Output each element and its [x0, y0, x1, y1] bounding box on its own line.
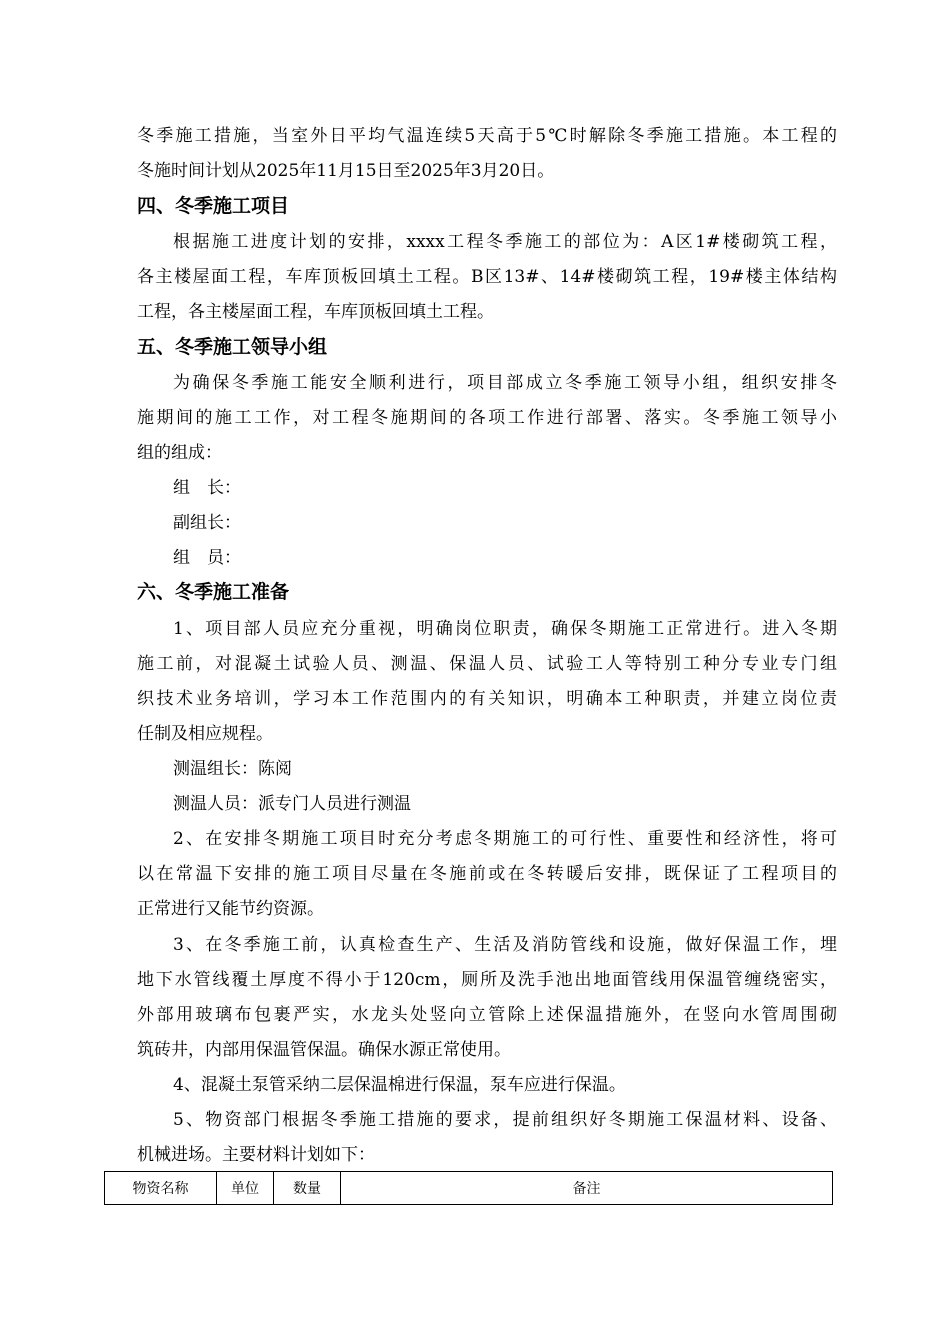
- member-line: 组 员：: [173, 548, 241, 568]
- paragraph-line: 外部用玻璃布包裹严实，水龙头处竖向立管除上述保温措施外，在竖向水管周围砌: [137, 1005, 837, 1025]
- paragraph-line: 任制及相应规程。: [137, 724, 273, 744]
- paragraph-line: 冬季施工措施，当室外日平均气温连续5天高于5℃时解除冬季施工措施。本工程的: [137, 126, 837, 146]
- paragraph-line: 机械进场。主要材料计划如下：: [137, 1145, 375, 1165]
- paragraph-line: 工程，各主楼屋面工程，车库顶板回填土工程。: [137, 302, 494, 322]
- leader-line: 组 长：: [173, 478, 241, 498]
- section-heading-5: 五、冬季施工领导小组: [137, 336, 328, 358]
- paragraph-line: 施期间的施工工作，对工程冬施期间的各项工作进行部署、落实。冬季施工领导小: [137, 408, 837, 428]
- paragraph-line: 筑砖井，内部用保温管保温。确保水源正常使用。: [137, 1040, 511, 1060]
- materials-table: [104, 1171, 833, 1205]
- temp-leader-line: 测温组长：陈阅: [173, 759, 292, 779]
- paragraph-line: 根据施工进度计划的安排，xxxx工程冬季施工的部位为：A区1#楼砌筑工程，: [173, 232, 837, 252]
- paragraph-line: 施工前，对混凝土试验人员、测温、保温人员、试验工人等特别工种分专业专门组: [137, 654, 837, 674]
- section-heading-4: 四、冬季施工项目: [137, 195, 290, 217]
- table-header-cell: 单位: [217, 1172, 274, 1205]
- paragraph-line: 各主楼屋面工程，车库顶板回填土工程。B区13#、14#楼砌筑工程，19#楼主体结构: [137, 267, 837, 287]
- table-header-cell: 数量: [274, 1172, 341, 1205]
- table-header-cell: 物资名称: [105, 1172, 217, 1205]
- table-header-cell: 备注: [341, 1172, 833, 1205]
- paragraph-line: 4、混凝土泵管采纳二层保温棉进行保温，泵车应进行保温。: [173, 1075, 626, 1095]
- temp-staff-line: 测温人员：派专门人员进行测温: [173, 794, 411, 814]
- table-header-row: [105, 1172, 833, 1205]
- vice-leader-line: 副组长：: [173, 513, 241, 533]
- paragraph-line: 组的组成：: [137, 443, 222, 463]
- paragraph-line: 以在常温下安排的施工项目尽量在冬施前或在冬转暖后安排，既保证了工程项目的: [137, 864, 837, 884]
- paragraph-line: 3、在冬季施工前，认真检查生产、生活及消防管线和设施，做好保温工作，埋: [173, 935, 837, 955]
- paragraph-line: 1、项目部人员应充分重视，明确岗位职责，确保冬期施工正常进行。进入冬期: [173, 619, 837, 639]
- paragraph-line: 冬施时间计划从2025年11月15日至2025年3月20日。: [137, 161, 555, 181]
- paragraph-line: 2、在安排冬期施工项目时充分考虑冬期施工的可行性、重要性和经济性，将可: [173, 829, 837, 849]
- paragraph-line: 正常进行又能节约资源。: [137, 899, 324, 919]
- section-heading-6: 六、冬季施工准备: [137, 581, 290, 603]
- paragraph-line: 地下水管线覆土厚度不得小于120cm，厕所及洗手池出地面管线用保温管缠绕密实，: [137, 970, 837, 990]
- paragraph-line: 为确保冬季施工能安全顺利进行，项目部成立冬季施工领导小组，组织安排冬: [173, 373, 837, 393]
- paragraph-line: 织技术业务培训，学习本工作范围内的有关知识，明确本工种职责，并建立岗位责: [137, 689, 837, 709]
- paragraph-line: 5、物资部门根据冬季施工措施的要求，提前组织好冬期施工保温材料、设备、: [173, 1110, 837, 1130]
